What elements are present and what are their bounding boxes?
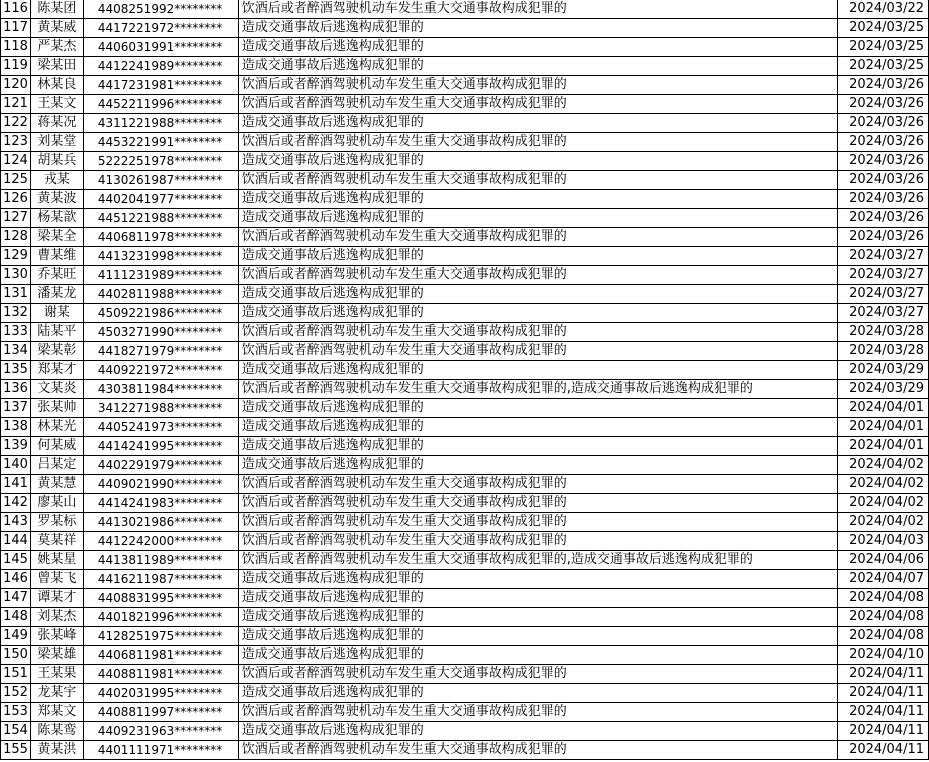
reason-cell: 饮酒后或者醉酒驾驶机动车发生重大交通事故构成犯罪的 [238, 513, 837, 532]
table-row [1, 19, 929, 38]
row-number-cell: 123 [1, 133, 31, 152]
id-number-cell: 4402811988******** [83, 285, 238, 304]
row-number-cell: 149 [1, 627, 31, 646]
id-number-cell: 4111231989******** [83, 266, 238, 285]
id-number-cell: 4401111971******** [83, 741, 238, 760]
id-number-cell: 4451221988******** [83, 209, 238, 228]
row-number-cell: 134 [1, 342, 31, 361]
row-number-cell: 137 [1, 399, 31, 418]
table-row [1, 76, 929, 95]
reason-cell: 饮酒后或者醉酒驾驶机动车发生重大交通事故构成犯罪的 [238, 665, 837, 684]
name-cell: 谢某 [30, 304, 83, 323]
id-number-cell: 4453221991******** [83, 133, 238, 152]
name-cell: 林某良 [30, 76, 83, 95]
row-number-cell: 154 [1, 722, 31, 741]
reason-cell: 饮酒后或者醉酒驾驶机动车发生重大交通事故构成犯罪的,造成交通事故后逃逸构成犯罪的 [238, 380, 837, 399]
table-row [1, 0, 929, 19]
date-cell: 2024/04/11 [838, 722, 929, 741]
reason-cell: 饮酒后或者醉酒驾驶机动车发生重大交通事故构成犯罪的 [238, 494, 837, 513]
date-cell: 2024/03/26 [838, 171, 929, 190]
row-number-cell: 144 [1, 532, 31, 551]
row-number-cell: 148 [1, 608, 31, 627]
reason-cell: 饮酒后或者醉酒驾驶机动车发生重大交通事故构成犯罪的 [238, 266, 837, 285]
name-cell: 蒋某况 [30, 114, 83, 133]
table-row [1, 608, 929, 627]
date-cell: 2024/04/10 [838, 646, 929, 665]
reason-cell: 造成交通事故后逃逸构成犯罪的 [238, 570, 837, 589]
date-cell: 2024/03/27 [838, 247, 929, 266]
row-number-cell: 126 [1, 190, 31, 209]
row-number-cell: 136 [1, 380, 31, 399]
table-row [1, 228, 929, 247]
name-cell: 曹某维 [30, 247, 83, 266]
row-number-cell: 139 [1, 437, 31, 456]
table-row [1, 646, 929, 665]
row-number-cell: 151 [1, 665, 31, 684]
id-number-cell: 4409231963******** [83, 722, 238, 741]
row-number-cell: 138 [1, 418, 31, 437]
name-cell: 黄某波 [30, 190, 83, 209]
row-number-cell: 121 [1, 95, 31, 114]
name-cell: 曾某飞 [30, 570, 83, 589]
reason-cell: 造成交通事故后逃逸构成犯罪的 [238, 722, 837, 741]
table-row [1, 152, 929, 171]
reason-cell: 造成交通事故后逃逸构成犯罪的 [238, 437, 837, 456]
date-cell: 2024/04/02 [838, 456, 929, 475]
id-number-cell: 4452211996******** [83, 95, 238, 114]
table-row [1, 475, 929, 494]
table-row [1, 323, 929, 342]
reason-cell: 饮酒后或者醉酒驾驶机动车发生重大交通事故构成犯罪的 [238, 133, 837, 152]
table-row [1, 133, 929, 152]
row-number-cell: 116 [1, 0, 31, 19]
record-table-body [1, 0, 929, 760]
table-row [1, 741, 929, 760]
id-number-cell: 4412241989******** [83, 57, 238, 76]
name-cell: 戎某 [30, 171, 83, 190]
id-number-cell: 4414241983******** [83, 494, 238, 513]
reason-cell: 饮酒后或者醉酒驾驶机动车发生重大交通事故构成犯罪的 [238, 475, 837, 494]
id-number-cell: 4413231998******** [83, 247, 238, 266]
id-number-cell: 4414241995******** [83, 437, 238, 456]
date-cell: 2024/03/29 [838, 361, 929, 380]
table-row [1, 247, 929, 266]
reason-cell: 造成交通事故后逃逸构成犯罪的 [238, 304, 837, 323]
table-row [1, 209, 929, 228]
table-row [1, 114, 929, 133]
reason-cell: 造成交通事故后逃逸构成犯罪的 [238, 646, 837, 665]
name-cell: 王某文 [30, 95, 83, 114]
table-row [1, 684, 929, 703]
reason-cell: 造成交通事故后逃逸构成犯罪的 [238, 152, 837, 171]
id-number-cell: 4402291979******** [83, 456, 238, 475]
name-cell: 文某炎 [30, 380, 83, 399]
date-cell: 2024/04/01 [838, 399, 929, 418]
table-row [1, 171, 929, 190]
reason-cell: 造成交通事故后逃逸构成犯罪的 [238, 114, 837, 133]
name-cell: 罗某标 [30, 513, 83, 532]
date-cell: 2024/04/02 [838, 513, 929, 532]
id-number-cell: 4303811984******** [83, 380, 238, 399]
name-cell: 郑某才 [30, 361, 83, 380]
reason-cell: 饮酒后或者醉酒驾驶机动车发生重大交通事故构成犯罪的 [238, 323, 837, 342]
date-cell: 2024/03/26 [838, 209, 929, 228]
id-number-cell: 4408811997******** [83, 703, 238, 722]
reason-cell: 饮酒后或者醉酒驾驶机动车发生重大交通事故构成犯罪的 [238, 95, 837, 114]
reason-cell: 造成交通事故后逃逸构成犯罪的 [238, 38, 837, 57]
id-number-cell: 4413811989******** [83, 551, 238, 570]
date-cell: 2024/04/01 [838, 437, 929, 456]
table-row [1, 589, 929, 608]
id-number-cell: 4413021986******** [83, 513, 238, 532]
table-row [1, 532, 929, 551]
row-number-cell: 132 [1, 304, 31, 323]
date-cell: 2024/04/01 [838, 418, 929, 437]
id-number-cell: 4408811981******** [83, 665, 238, 684]
id-number-cell: 5222251978******** [83, 152, 238, 171]
name-cell: 陆某平 [30, 323, 83, 342]
date-cell: 2024/04/11 [838, 741, 929, 760]
name-cell: 黄某威 [30, 19, 83, 38]
name-cell: 姚某星 [30, 551, 83, 570]
row-number-cell: 131 [1, 285, 31, 304]
row-number-cell: 141 [1, 475, 31, 494]
row-number-cell: 129 [1, 247, 31, 266]
table-row [1, 57, 929, 76]
row-number-cell: 150 [1, 646, 31, 665]
row-number-cell: 127 [1, 209, 31, 228]
date-cell: 2024/03/27 [838, 266, 929, 285]
table-row [1, 399, 929, 418]
reason-cell: 造成交通事故后逃逸构成犯罪的 [238, 209, 837, 228]
date-cell: 2024/03/26 [838, 228, 929, 247]
row-number-cell: 120 [1, 76, 31, 95]
id-number-cell: 4406811981******** [83, 646, 238, 665]
reason-cell: 造成交通事故后逃逸构成犯罪的 [238, 285, 837, 304]
date-cell: 2024/03/22 [838, 0, 929, 19]
reason-cell: 饮酒后或者醉酒驾驶机动车发生重大交通事故构成犯罪的,造成交通事故后逃逸构成犯罪的 [238, 551, 837, 570]
id-number-cell: 4509221986******** [83, 304, 238, 323]
id-number-cell: 4417231981******** [83, 76, 238, 95]
reason-cell: 造成交通事故后逃逸构成犯罪的 [238, 456, 837, 475]
id-number-cell: 4408251992******** [83, 0, 238, 19]
row-number-cell: 133 [1, 323, 31, 342]
date-cell: 2024/03/25 [838, 57, 929, 76]
reason-cell: 造成交通事故后逃逸构成犯罪的 [238, 589, 837, 608]
id-number-cell: 4402041977******** [83, 190, 238, 209]
reason-cell: 造成交通事故后逃逸构成犯罪的 [238, 608, 837, 627]
row-number-cell: 124 [1, 152, 31, 171]
id-number-cell: 4503271990******** [83, 323, 238, 342]
date-cell: 2024/03/26 [838, 190, 929, 209]
id-number-cell: 4409021990******** [83, 475, 238, 494]
date-cell: 2024/04/02 [838, 494, 929, 513]
name-cell: 黄某洪 [30, 741, 83, 760]
reason-cell: 造成交通事故后逃逸构成犯罪的 [238, 247, 837, 266]
row-number-cell: 125 [1, 171, 31, 190]
id-number-cell: 4130261987******** [83, 171, 238, 190]
name-cell: 龙某宇 [30, 684, 83, 703]
row-number-cell: 153 [1, 703, 31, 722]
date-cell: 2024/04/11 [838, 684, 929, 703]
id-number-cell: 4128251975******** [83, 627, 238, 646]
table-row [1, 551, 929, 570]
name-cell: 吕某定 [30, 456, 83, 475]
reason-cell: 造成交通事故后逃逸构成犯罪的 [238, 190, 837, 209]
name-cell: 何某威 [30, 437, 83, 456]
id-number-cell: 4405241973******** [83, 418, 238, 437]
id-number-cell: 4412242000******** [83, 532, 238, 551]
name-cell: 杨某歆 [30, 209, 83, 228]
row-number-cell: 145 [1, 551, 31, 570]
table-row [1, 380, 929, 399]
date-cell: 2024/04/08 [838, 627, 929, 646]
name-cell: 郑某文 [30, 703, 83, 722]
name-cell: 陈某团 [30, 0, 83, 19]
date-cell: 2024/03/26 [838, 133, 929, 152]
name-cell: 梁某田 [30, 57, 83, 76]
id-number-cell: 3412271988******** [83, 399, 238, 418]
id-number-cell: 4417221972******** [83, 19, 238, 38]
table-row [1, 570, 929, 589]
row-number-cell: 143 [1, 513, 31, 532]
row-number-cell: 155 [1, 741, 31, 760]
name-cell: 严某杰 [30, 38, 83, 57]
date-cell: 2024/03/26 [838, 152, 929, 171]
date-cell: 2024/04/11 [838, 703, 929, 722]
date-cell: 2024/04/06 [838, 551, 929, 570]
table-row [1, 703, 929, 722]
id-number-cell: 4408831995******** [83, 589, 238, 608]
date-cell: 2024/03/28 [838, 342, 929, 361]
date-cell: 2024/04/08 [838, 608, 929, 627]
name-cell: 黄某慧 [30, 475, 83, 494]
name-cell: 莫某祥 [30, 532, 83, 551]
date-cell: 2024/03/26 [838, 114, 929, 133]
reason-cell: 造成交通事故后逃逸构成犯罪的 [238, 684, 837, 703]
table-row [1, 38, 929, 57]
table-row [1, 95, 929, 114]
reason-cell: 饮酒后或者醉酒驾驶机动车发生重大交通事故构成犯罪的 [238, 342, 837, 361]
date-cell: 2024/03/29 [838, 380, 929, 399]
reason-cell: 饮酒后或者醉酒驾驶机动车发生重大交通事故构成犯罪的 [238, 532, 837, 551]
id-number-cell: 4401821996******** [83, 608, 238, 627]
reason-cell: 造成交通事故后逃逸构成犯罪的 [238, 399, 837, 418]
name-cell: 廖某山 [30, 494, 83, 513]
name-cell: 张某峰 [30, 627, 83, 646]
date-cell: 2024/03/25 [838, 38, 929, 57]
table-row [1, 190, 929, 209]
reason-cell: 饮酒后或者醉酒驾驶机动车发生重大交通事故构成犯罪的 [238, 703, 837, 722]
table-row [1, 266, 929, 285]
reason-cell: 造成交通事故后逃逸构成犯罪的 [238, 19, 837, 38]
name-cell: 乔某旺 [30, 266, 83, 285]
name-cell: 林某光 [30, 418, 83, 437]
name-cell: 胡某兵 [30, 152, 83, 171]
date-cell: 2024/03/27 [838, 304, 929, 323]
name-cell: 张某帅 [30, 399, 83, 418]
name-cell: 梁某雄 [30, 646, 83, 665]
reason-cell: 造成交通事故后逃逸构成犯罪的 [238, 57, 837, 76]
reason-cell: 造成交通事故后逃逸构成犯罪的 [238, 627, 837, 646]
name-cell: 谭某才 [30, 589, 83, 608]
name-cell: 王某果 [30, 665, 83, 684]
reason-cell: 饮酒后或者醉酒驾驶机动车发生重大交通事故构成犯罪的 [238, 76, 837, 95]
table-row [1, 722, 929, 741]
table-row [1, 342, 929, 361]
id-number-cell: 4402031995******** [83, 684, 238, 703]
date-cell: 2024/03/28 [838, 323, 929, 342]
name-cell: 梁某全 [30, 228, 83, 247]
table-row [1, 494, 929, 513]
row-number-cell: 142 [1, 494, 31, 513]
id-number-cell: 4406811978******** [83, 228, 238, 247]
row-number-cell: 128 [1, 228, 31, 247]
date-cell: 2024/03/26 [838, 76, 929, 95]
reason-cell: 饮酒后或者醉酒驾驶机动车发生重大交通事故构成犯罪的 [238, 171, 837, 190]
id-number-cell: 4409221972******** [83, 361, 238, 380]
row-number-cell: 119 [1, 57, 31, 76]
row-number-cell: 122 [1, 114, 31, 133]
table-row [1, 418, 929, 437]
table-row [1, 665, 929, 684]
row-number-cell: 117 [1, 19, 31, 38]
date-cell: 2024/03/25 [838, 19, 929, 38]
date-cell: 2024/03/26 [838, 95, 929, 114]
id-number-cell: 4311221988******** [83, 114, 238, 133]
row-number-cell: 118 [1, 38, 31, 57]
date-cell: 2024/03/27 [838, 285, 929, 304]
table-row [1, 456, 929, 475]
row-number-cell: 147 [1, 589, 31, 608]
reason-cell: 饮酒后或者醉酒驾驶机动车发生重大交通事故构成犯罪的 [238, 0, 837, 19]
table-row [1, 437, 929, 456]
name-cell: 梁某彰 [30, 342, 83, 361]
table-row [1, 285, 929, 304]
date-cell: 2024/04/08 [838, 589, 929, 608]
row-number-cell: 152 [1, 684, 31, 703]
id-number-cell: 4416211987******** [83, 570, 238, 589]
date-cell: 2024/04/02 [838, 475, 929, 494]
date-cell: 2024/04/03 [838, 532, 929, 551]
row-number-cell: 140 [1, 456, 31, 475]
table-row [1, 627, 929, 646]
name-cell: 潘某龙 [30, 285, 83, 304]
reason-cell: 饮酒后或者醉酒驾驶机动车发生重大交通事故构成犯罪的 [238, 741, 837, 760]
date-cell: 2024/04/07 [838, 570, 929, 589]
reason-cell: 饮酒后或者醉酒驾驶机动车发生重大交通事故构成犯罪的 [238, 228, 837, 247]
reason-cell: 造成交通事故后逃逸构成犯罪的 [238, 361, 837, 380]
table-row [1, 361, 929, 380]
reason-cell: 造成交通事故后逃逸构成犯罪的 [238, 418, 837, 437]
name-cell: 陈某鸾 [30, 722, 83, 741]
row-number-cell: 130 [1, 266, 31, 285]
row-number-cell: 135 [1, 361, 31, 380]
name-cell: 刘某杰 [30, 608, 83, 627]
date-cell: 2024/04/11 [838, 665, 929, 684]
name-cell: 刘某堂 [30, 133, 83, 152]
id-number-cell: 4406031991******** [83, 38, 238, 57]
table-row [1, 513, 929, 532]
id-number-cell: 4418271979******** [83, 342, 238, 361]
table-row [1, 304, 929, 323]
row-number-cell: 146 [1, 570, 31, 589]
